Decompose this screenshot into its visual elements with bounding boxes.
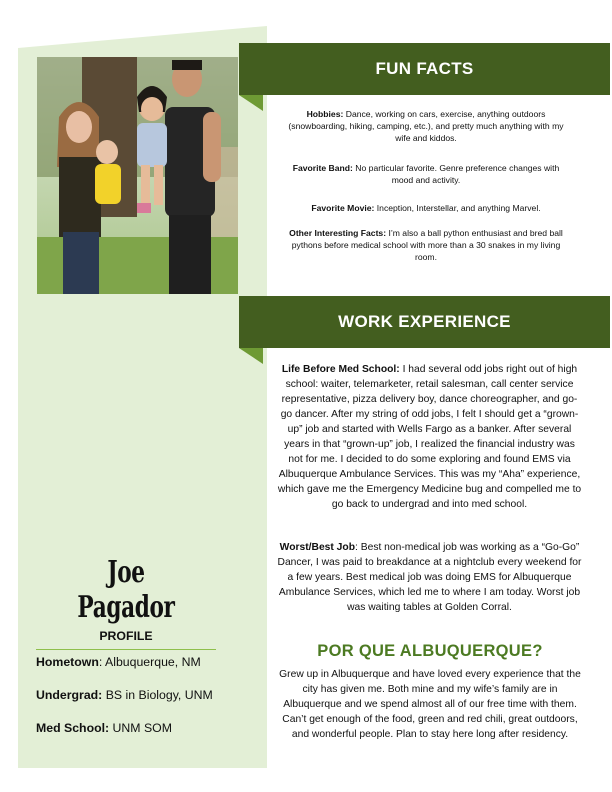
profile-undergrad: Undergrad: BS in Biology, UNM bbox=[36, 688, 213, 702]
fact-hobbies: Hobbies: Dance, working on cars, exercise, anything outdoors (snowboarding, hiking, camping, etc.), and pretty much anything with my wife and kiddos. bbox=[288, 109, 564, 143]
profile-hometown: Hometown: Albuquerque, NM bbox=[36, 655, 201, 669]
family-photo-icon bbox=[37, 57, 238, 294]
por-que-body: Grew up in Albuquerque and have loved every experience that the city has given me. Both mine and my wife’s family are in Albuquerque and we spend almost all of our free time with them. Can’t get enough of the food, green and red chili, great outdoors, and wonderful people. Plan to stay here long after residency. bbox=[279, 669, 581, 740]
family-photo bbox=[37, 57, 238, 294]
work-life-before-med-school: Life Before Med School: I had several odd jobs right out of high school: waiter, telemarketer, retail salesman, call center service representative, pizza delivery boy, dance choreographer, and go-go dancer. After my string of odd jobs, I felt I should get a “grown-up” job and started with Wells Fargo as a banker. After several years in that “grown-up” job, I realized the financial industry was not for me. I decided to do some exploring and found EMS via Albuquerque Ambulance Services. This was my “Aha” experience, which gave me the Emergency Medicine bug and compelled me to go back to undergrad and into med school. bbox=[277, 364, 582, 510]
fact-favorite-band: Favorite Band: No particular favorite. Genre preference changes with mood and activity. bbox=[292, 163, 560, 185]
work-experience-banner: WORK EXPERIENCE bbox=[239, 296, 610, 348]
profile-med-school: Med School: UNM SOM bbox=[36, 721, 172, 735]
profile-title: PROFILE bbox=[99, 629, 153, 643]
fact-favorite-movie: Favorite Movie: Inception, Interstellar, and anything Marvel. bbox=[311, 203, 541, 213]
work-worst-best-job: Worst/Best Job: Best non-medical job was working as a “Go-Go” Dancer, I was paid to breakdance at a nightclub every weekend for a few years. Best medical job was doing EMS for Albuquerque Ambulance Services, which led me to where I am today. Worst job was waiting tables at Golden Corral. bbox=[277, 542, 582, 613]
fun-facts-banner: FUN FACTS bbox=[239, 43, 610, 95]
profile-name: Joe Pagador bbox=[77, 555, 175, 625]
profile-divider bbox=[36, 649, 216, 650]
por-que-title: POR QUE ALBUQUERQUE? bbox=[317, 642, 543, 660]
fact-other-interesting: Other Interesting Facts: I’m also a ball python enthusiast and bred ball pythons before medical school with more than a 30 snakes in my living room. bbox=[289, 228, 563, 262]
